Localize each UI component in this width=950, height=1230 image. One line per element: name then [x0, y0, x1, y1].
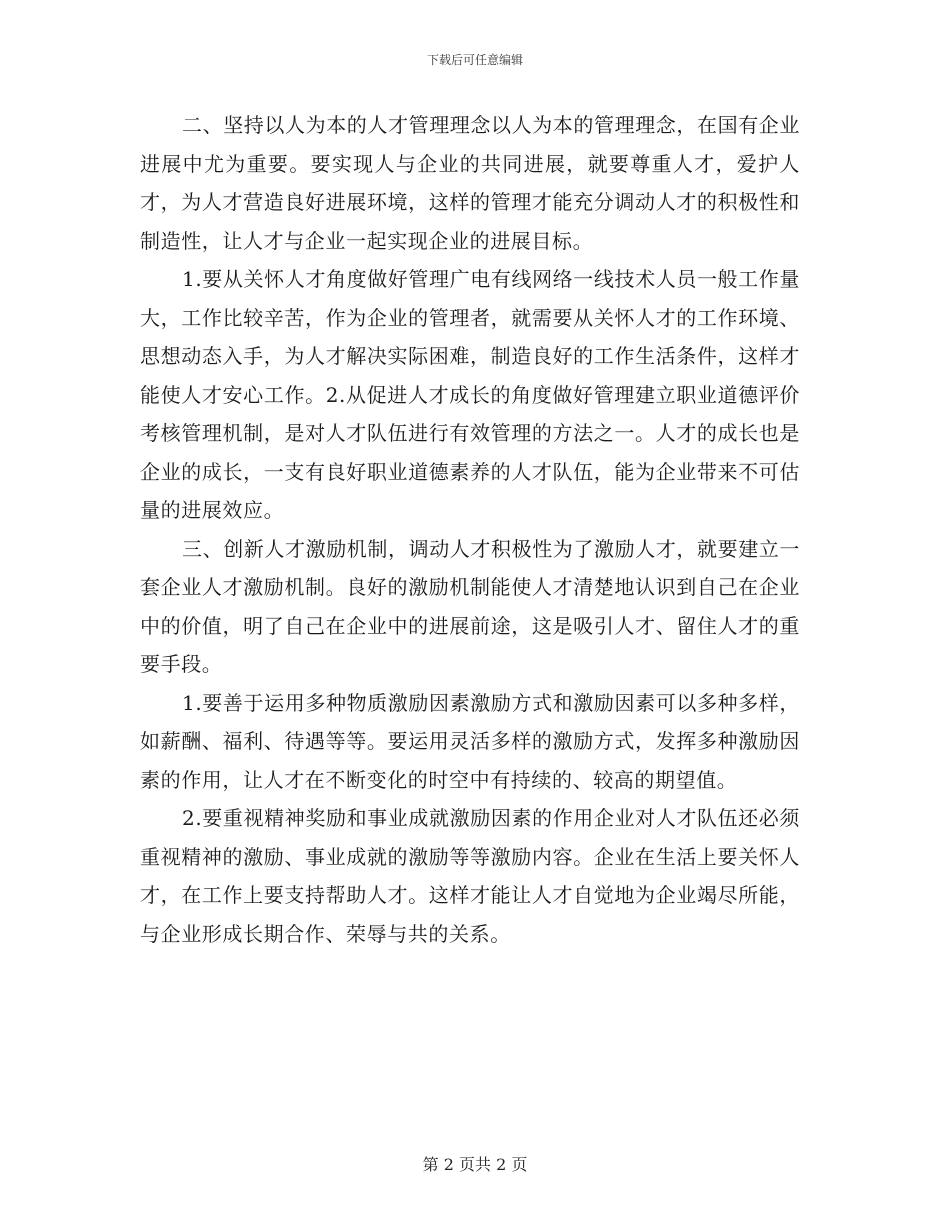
page-number-footer: 第 2 页共 2 页 — [422, 1155, 528, 1174]
paragraph: 三、创新人才激励机制，调动人才积极性为了激励人才，就要建立一套企业人才激励机制。良好的激励机制能使人才清楚地认识到自己在企业中的价值，明了自己在企业中的进展前途，这是吸引人才、留住人才的重要手段。 — [140, 536, 800, 676]
paragraph: 1.要从关怀人才角度做好管理广电有线网络一线技术人员一般工作量大，工作比较辛苦，作为企业的管理者，就需要从关怀人才的工作环境、思想动态入手，为人才解决实际困难，制造良好的工作生活条件，这样才能使人才安心工作。2.从促进人才成长的角度做好管理建立职业道德评价考核管理机制，是对人才队伍进行有效管理的方法之一。人才的成长也是企业的成长，一支有良好职业道德素养的人才队伍，能为企业带来不可估量的进展效应。 — [140, 267, 800, 522]
paragraph: 2.要重视精神奖励和事业成就激励因素的作用企业对人才队伍还必须重视精神的激励、事业成就的激励等等激励内容。企业在生活上要关怀人才，在工作上要支持帮助人才。这样才能让人才自觉地为企业竭尽所能，与企业形成长期合作、荣辱与共的关系。 — [140, 806, 800, 946]
page-header: 下载后可任意编辑 — [426, 53, 523, 67]
paragraph: 1.要善于运用多种物质激励因素激励方式和激励因素可以多种多样，如薪酬、福利、待遇等等。要运用灵活多样的激励方式，发挥多种激励因素的作用，让人才在不断变化的时空中有持续的、较高的期望值。 — [140, 690, 800, 792]
paragraph: 二、坚持以人为本的人才管理理念以人为本的管理理念，在国有企业进展中尤为重要。要实现人与企业的共同进展，就要尊重人才，爱护人才，为人才营造良好进展环境，这样的管理才能充分调动人才的积极性和制造性，让人才与企业一起实现企业的进展目标。 — [140, 113, 800, 253]
document-body — [140, 106, 800, 953]
